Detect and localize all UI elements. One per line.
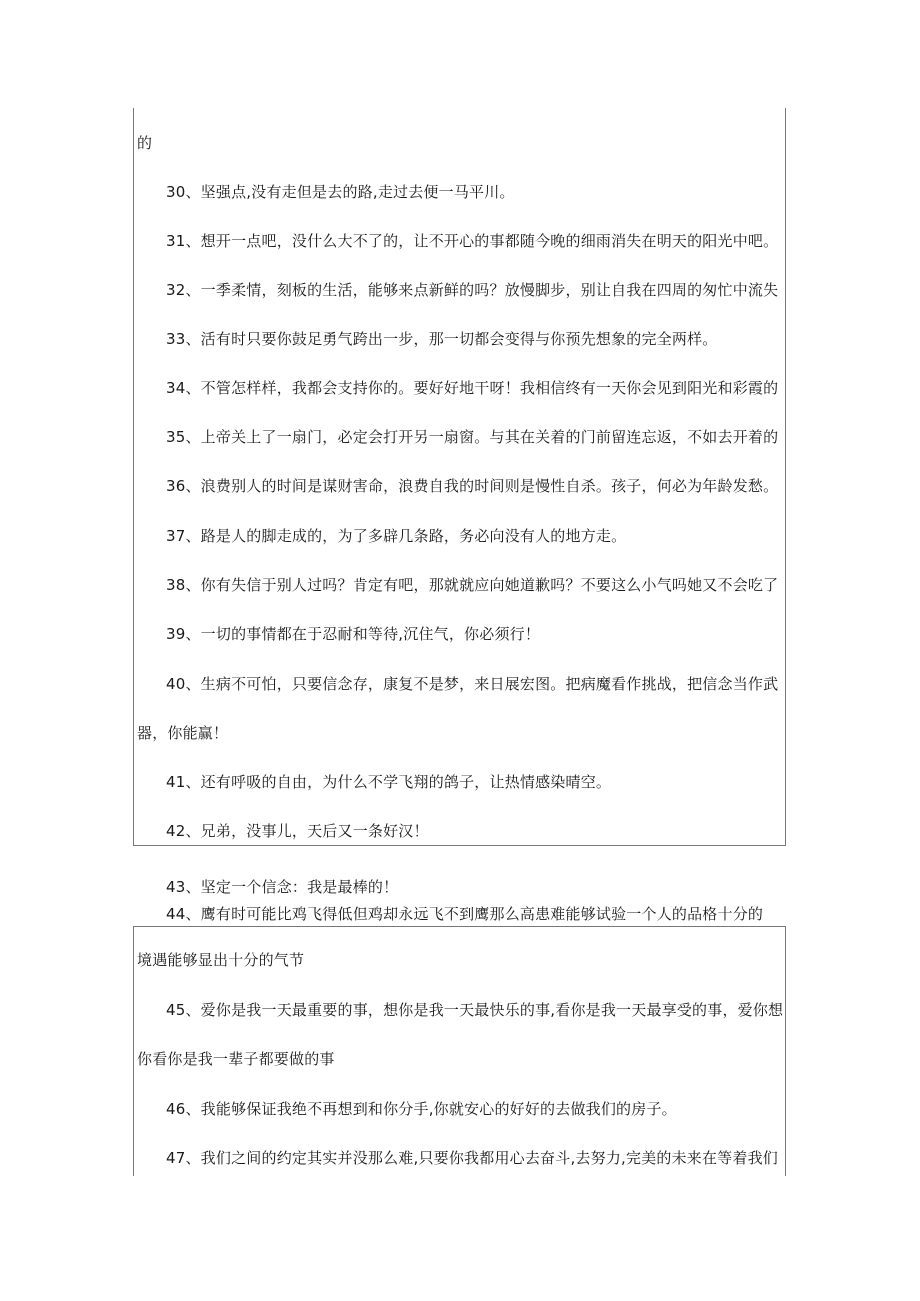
paragraph-31: 31、想开一点吧，没什么大不了的，让不开心的事都随今晚的细雨消失在明天的阳光中吧。 [166, 232, 779, 250]
paragraph-39: 39、一切的事情都在于忍耐和等待,沉住气，你必须行！ [166, 625, 541, 643]
paragraph-45-line1: 45、爱你是我一天最重要的事，想你是我一天最快乐的事,看你是我一天最享受的事，爱你想 [166, 1001, 784, 1019]
paragraph-40-line2: 器，你能赢！ [137, 724, 229, 742]
paragraph-35: 35、上帝关上了一扇门，必定会打开另一扇窗。与其在关着的门前留连忘返，不如去开着的 [166, 428, 779, 446]
paragraph-44-line1: 44、鹰有时可能比鸡飞得低但鸡却永远飞不到鹰那么高患难能够试验一个人的品格十分的 [166, 905, 764, 923]
paragraph-37: 37、路是人的脚走成的，为了多辟几条路，务必向没有人的地方走。 [166, 527, 627, 545]
paragraph-46: 46、我能够保证我绝不再想到和你分手,你就安心的好好的去做我们的房子。 [166, 1100, 677, 1118]
paragraph-41: 41、还有呼吸的自由，为什么不学飞翔的鸽子，让热情感染晴空。 [166, 773, 612, 791]
paragraph-45-line2: 你看你是我一辈子都要做的事 [137, 1050, 335, 1068]
paragraph-36: 36、浪费别人的时间是谋财害命，浪费自我的时间则是慢性自杀。孩子，何必为年龄发愁。 [166, 477, 779, 495]
paragraph-44-line2: 境遇能够显出十分的气节 [137, 951, 305, 969]
paragraph-33: 33、活有时只要你鼓足勇气跨出一步，那一切都会变得与你预先想象的完全两样。 [166, 330, 718, 348]
paragraph-47: 47、我们之间的约定其实并没那么难,只要你我都用心去奋斗,去努力,完美的未来在等着我们 [166, 1149, 778, 1167]
paragraph-34: 34、不管怎样样，我都会支持你的。要好好地干呀！我相信终有一天你会见到阳光和彩霞的 [166, 379, 779, 397]
paragraph-30: 30、坚强点,没有走但是去的路,走过去便一马平川。 [166, 183, 515, 201]
paragraph-43: 43、坚定一个信念：我是最棒的！ [166, 878, 399, 896]
paragraph-32: 32、一季柔情，刻板的生活，能够来点新鲜的吗？放慢脚步，别让自我在四周的匆忙中流失 [166, 281, 779, 299]
paragraph-42: 42、兄弟，没事儿，天后又一条好汉！ [166, 822, 429, 840]
paragraph-38: 38、你有失信于别人过吗？肯定有吧，那就就应向她道歉吗？不要这么小气吗她又不会吃了 [166, 576, 779, 594]
paragraph-continuation: 的 [137, 134, 153, 152]
paragraph-40-line1: 40、生病不可怕，只要信念存，康复不是梦，来日展宏图。把病魔看作挑战，把信念当作武 [166, 675, 779, 693]
